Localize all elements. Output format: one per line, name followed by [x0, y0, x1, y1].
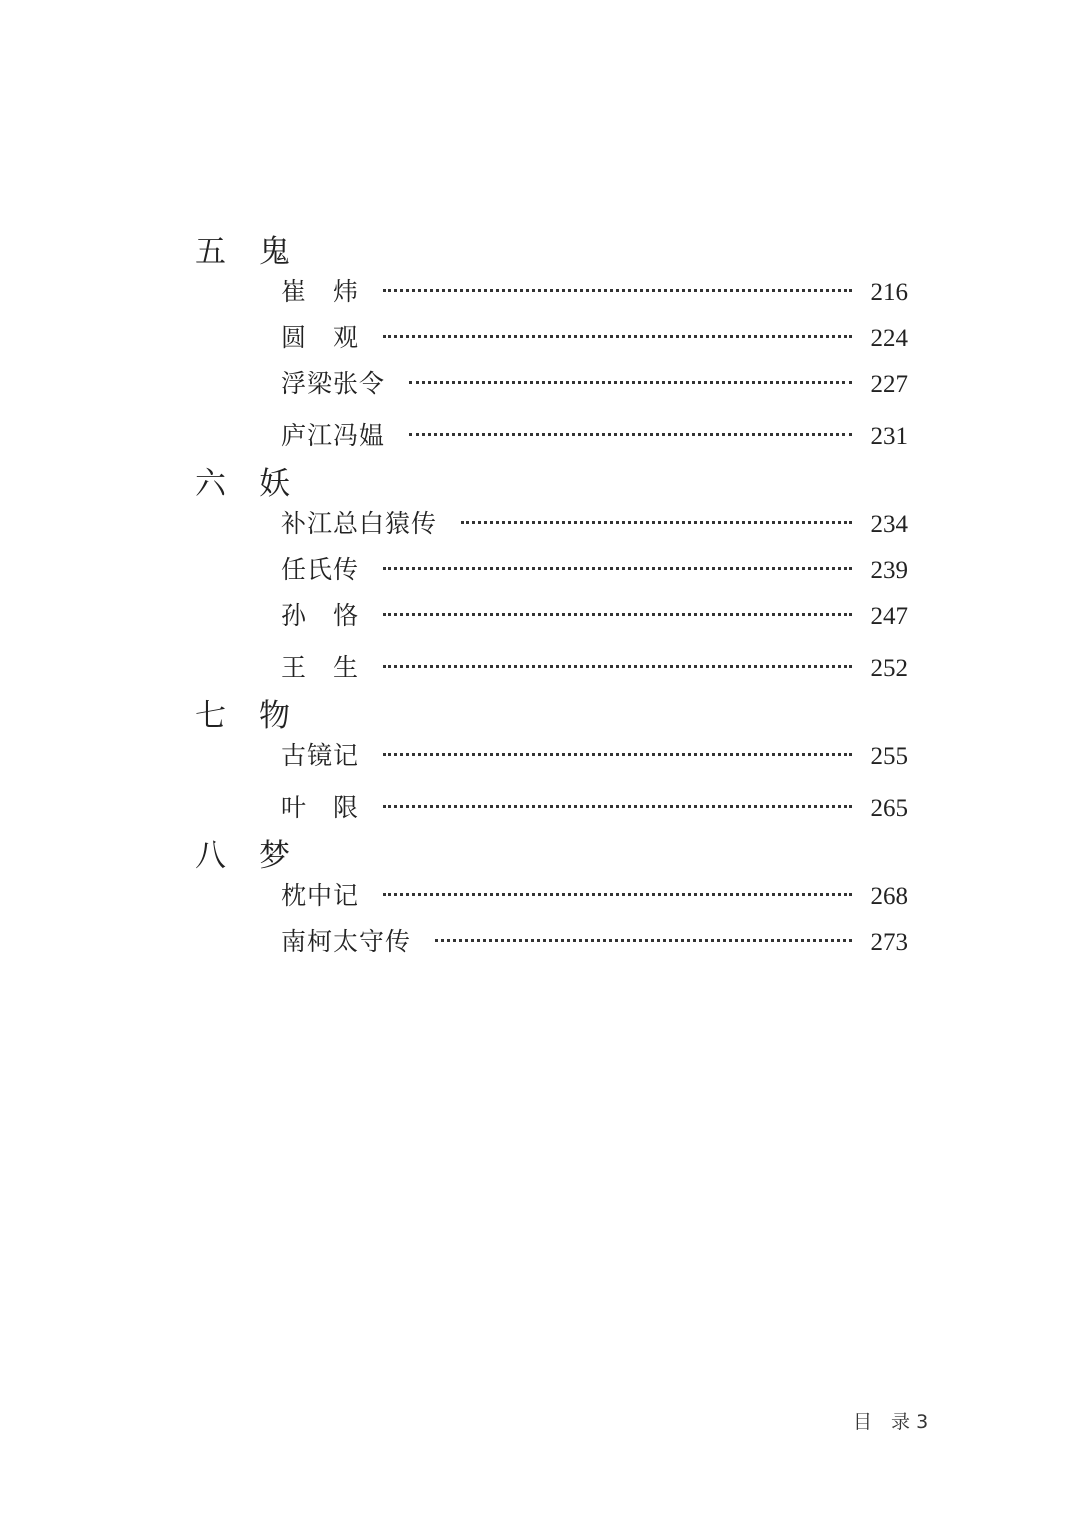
entry-page-number: 224	[870, 325, 908, 352]
entry-title: 补江总白猿传	[281, 509, 438, 538]
entry-page-number: 239	[870, 557, 908, 584]
dot-leader	[383, 805, 852, 808]
entry-title: 古镜记	[281, 741, 360, 770]
toc-entry[interactable]	[281, 881, 908, 911]
toc-entry[interactable]	[281, 369, 908, 399]
entry-title: 浮梁张令	[281, 369, 386, 398]
entry-page-number: 255	[870, 743, 908, 770]
toc-entry[interactable]	[281, 421, 908, 451]
entry-title: 王 生	[281, 653, 360, 682]
entry-title: 任氏传	[281, 555, 360, 584]
entry-page-number: 265	[870, 795, 908, 822]
toc-entry[interactable]	[281, 741, 908, 771]
toc-entry[interactable]	[281, 927, 908, 957]
entry-title: 叶 限	[281, 793, 360, 822]
entry-page-number: 268	[870, 883, 908, 910]
section-heading	[195, 838, 290, 874]
dot-leader	[435, 939, 852, 942]
toc-entry[interactable]	[281, 555, 908, 585]
section-heading	[195, 698, 290, 734]
dot-leader	[409, 433, 852, 436]
entry-title: 孙 恪	[281, 601, 360, 630]
section-title: 鬼	[259, 234, 290, 270]
dot-leader	[383, 893, 852, 896]
section-number: 七	[195, 698, 226, 734]
dot-leader	[409, 381, 852, 384]
entry-title: 圆 观	[281, 323, 360, 352]
dot-leader	[383, 613, 852, 616]
toc-entry[interactable]	[281, 509, 908, 539]
section-title: 物	[259, 698, 290, 734]
entry-title: 枕中记	[281, 881, 360, 910]
dot-leader	[383, 567, 852, 570]
toc-entry[interactable]	[281, 653, 908, 683]
page-footer	[853, 1407, 928, 1434]
section-number: 六	[195, 466, 226, 502]
section-title: 梦	[259, 838, 290, 874]
footer-label: 目 录	[853, 1411, 911, 1433]
dot-leader	[383, 335, 852, 338]
dot-leader	[461, 521, 852, 524]
entry-title: 崔 炜	[281, 277, 360, 306]
toc-entry[interactable]	[281, 601, 908, 631]
entry-page-number: 273	[870, 929, 908, 956]
section-number: 八	[195, 838, 226, 874]
dot-leader	[383, 289, 852, 292]
entry-title: 庐江冯媪	[281, 421, 386, 450]
footer-page-number: 3	[916, 1411, 929, 1433]
toc-entry[interactable]	[281, 277, 908, 307]
section-heading	[195, 234, 290, 270]
entry-page-number: 231	[870, 423, 908, 450]
toc-entry[interactable]	[281, 323, 908, 353]
dot-leader	[383, 753, 852, 756]
toc-entry[interactable]	[281, 793, 908, 823]
entry-page-number: 247	[870, 603, 908, 630]
entry-title: 南柯太守传	[281, 927, 412, 956]
dot-leader	[383, 665, 852, 668]
section-number: 五	[195, 234, 226, 270]
entry-page-number: 227	[870, 371, 908, 398]
entry-page-number: 234	[870, 511, 908, 538]
entry-page-number: 252	[870, 655, 908, 682]
entry-page-number: 216	[870, 279, 908, 306]
section-title: 妖	[259, 466, 290, 502]
section-heading	[195, 466, 290, 502]
